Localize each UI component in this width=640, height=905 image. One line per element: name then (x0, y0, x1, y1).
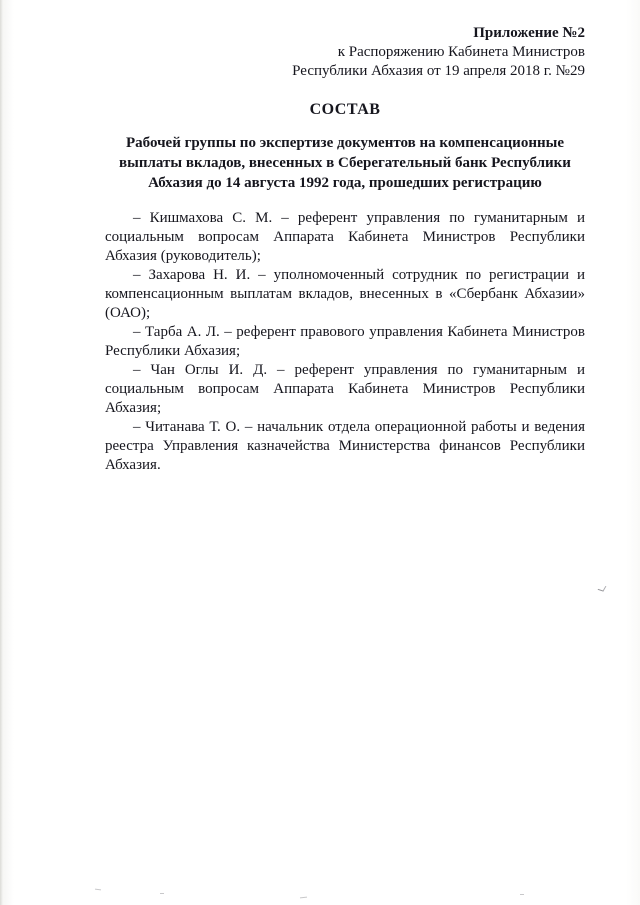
document-subtitle: Рабочей группы по экспертизе документов на компенсационные выплаты вкладов, внесенных в Сберегательный банк Республики Абхазия до 14 августа 1992 года, прошедших регистрацию (119, 135, 571, 191)
scan-artifact-speck (520, 894, 524, 895)
document-title: СОСТАВ (309, 101, 381, 118)
appendix-reference-line-1: к Распоряжению Кабинета Министров (337, 44, 585, 60)
scan-artifact-speck (300, 897, 307, 899)
member-paragraph: – Захарова Н. И. – уполномоченный сотрудник по регистрации и компенсационным выплатам вкладов, внесенных в «Сбербанк Абхазии» (ОАО); (105, 267, 585, 321)
member-paragraph: – Кишмахова С. М. – референт управления по гуманитарным и социальным вопросам Аппарата Кабинета Министров Республики Абхазия (руководитель); (105, 210, 585, 264)
member-paragraph: – Чан Оглы И. Д. – референт управления по гуманитарным и социальным вопросам Аппарата Кабинета Министров Республики Абхазия; (105, 362, 585, 416)
appendix-reference-line-2: Республики Абхазия от 19 апреля 2018 г. №29 (292, 63, 585, 79)
appendix-header (105, 24, 585, 81)
scan-artifact-mark (598, 584, 607, 591)
member-paragraph: – Читанава Т. О. – начальник отдела операционной работы и ведения реестра Управления казначейства Министерства финансов Республики Абхазия. (105, 419, 585, 473)
members-list (105, 209, 585, 475)
scan-artifact-speck (160, 893, 164, 894)
scan-artifact-speck (95, 889, 101, 891)
appendix-number: Приложение №2 (473, 25, 585, 41)
member-paragraph: – Тарба А. Л. – референт правового управления Кабинета Министров Республики Абхазия; (105, 324, 585, 359)
